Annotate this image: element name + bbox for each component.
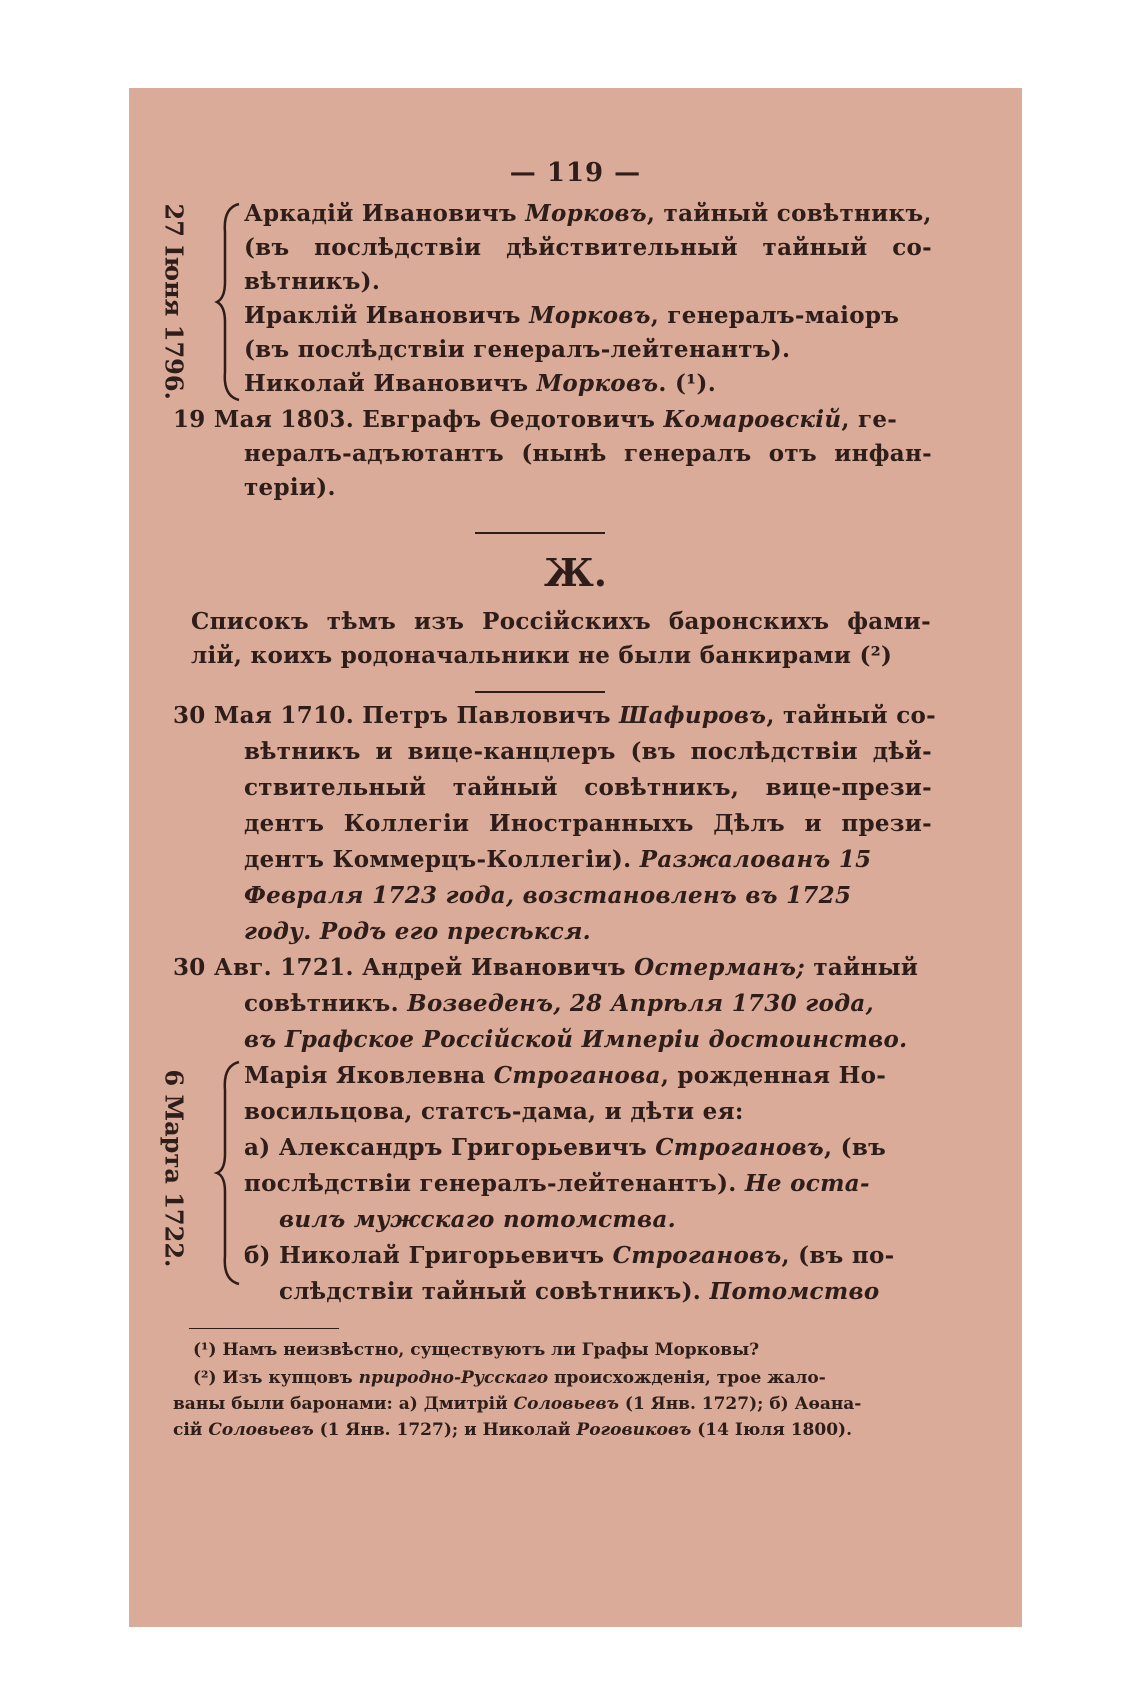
entry-line: Ираклій Ивановичъ Морковъ, генералъ-маіоръ xyxy=(244,302,900,329)
footnote-divider xyxy=(189,1328,339,1329)
baron-line: Марія Яковлевна Строганова, рожденная Но- xyxy=(244,1062,887,1089)
brace-1 xyxy=(213,202,243,402)
footnote-2: (²) Изъ купцовъ природно-Русскаго происхожденія, трое жало- xyxy=(193,1368,826,1388)
baron-line: послѣдствіи генералъ-лейтенантъ). Не оста- xyxy=(244,1170,870,1197)
baron-line: а) Александръ Григорьевичъ Строгановъ, (въ xyxy=(244,1134,887,1161)
baron-line: восильцова, статсъ-дама, и дѣти ея: xyxy=(244,1098,744,1125)
entry-line: Аркадій Ивановичъ Морковъ, тайный совѣтникъ, xyxy=(244,200,932,227)
baron-line: 30 Мая 1710. Петръ Павловичъ Шафировъ, тайный со- xyxy=(173,702,937,729)
list-title: Списокъ тѣмъ изъ Россійскихъ баронскихъ фами- xyxy=(191,608,931,635)
entry-line: (въ послѣдствіи генералъ-лейтенантъ). xyxy=(244,336,791,363)
baron-line: дентъ Коммерцъ-Коллегіи). Разжалованъ 15 xyxy=(244,846,872,873)
margin-date-1796: 27 Іюня 1796. xyxy=(159,203,189,400)
baron-line: 30 Авг. 1721. Андрей Ивановичъ Остерманъ; тайный xyxy=(173,954,919,981)
baron-line: ствительный тайный совѣтникъ, вице-прези- xyxy=(244,774,932,801)
baron-line: году. Родъ его пресѣкся. xyxy=(244,918,591,945)
baron-line: вѣтникъ и вице-канцлеръ (въ послѣдствіи дѣй- xyxy=(244,738,932,765)
page-number: — 119 — xyxy=(509,158,642,188)
list-title: лій, коихъ родоначальники не были банкирами (²) xyxy=(191,642,893,669)
book-page xyxy=(129,88,1022,1627)
entry-line: нералъ-адъютантъ (нынѣ генералъ отъ инфан- xyxy=(244,440,932,467)
entry-line: 19 Мая 1803. Евграфъ Өедотовичъ Комаровскій, ге- xyxy=(173,406,898,433)
entry-line: теріи). xyxy=(244,474,336,501)
footnote-1: (¹) Намъ неизвѣстно, существуютъ ли Графы Морковы? xyxy=(193,1340,760,1360)
entry-line: Николай Ивановичъ Морковъ. (¹). xyxy=(244,370,717,397)
margin-date-1722: 6 Марта 1722. xyxy=(159,1069,189,1268)
baron-line: въ Графское Россійской Имперіи достоинство. xyxy=(244,1026,908,1053)
entry-line: (въ послѣдствіи дѣйствительный тайный со- xyxy=(244,234,932,261)
divider xyxy=(475,532,605,534)
baron-line: дентъ Коллегіи Иностранныхъ Дѣлъ и прези- xyxy=(244,810,932,837)
baron-line: вилъ мужскаго потомства. xyxy=(279,1206,676,1233)
baron-line: Февраля 1723 года, возстановленъ въ 1725 xyxy=(244,882,852,909)
footnote-2: ваны были баронами: а) Дмитрій Соловьевъ (1 Янв. 1727); б) Аөана- xyxy=(173,1394,862,1414)
section-letter: Ж. xyxy=(543,550,608,595)
divider xyxy=(475,691,605,693)
brace-2 xyxy=(213,1060,243,1286)
baron-line: б) Николай Григорьевичъ Строгановъ, (въ по- xyxy=(244,1242,895,1269)
footnote-2: сій Соловьевъ (1 Янв. 1727); и Николай Роговиковъ (14 Іюля 1800). xyxy=(173,1420,853,1440)
entry-line: вѣтникъ). xyxy=(244,268,381,295)
baron-line: слѣдствіи тайный совѣтникъ). Потомство xyxy=(279,1278,880,1305)
baron-line: совѣтникъ. Возведенъ, 28 Апрѣля 1730 года, xyxy=(244,990,874,1017)
